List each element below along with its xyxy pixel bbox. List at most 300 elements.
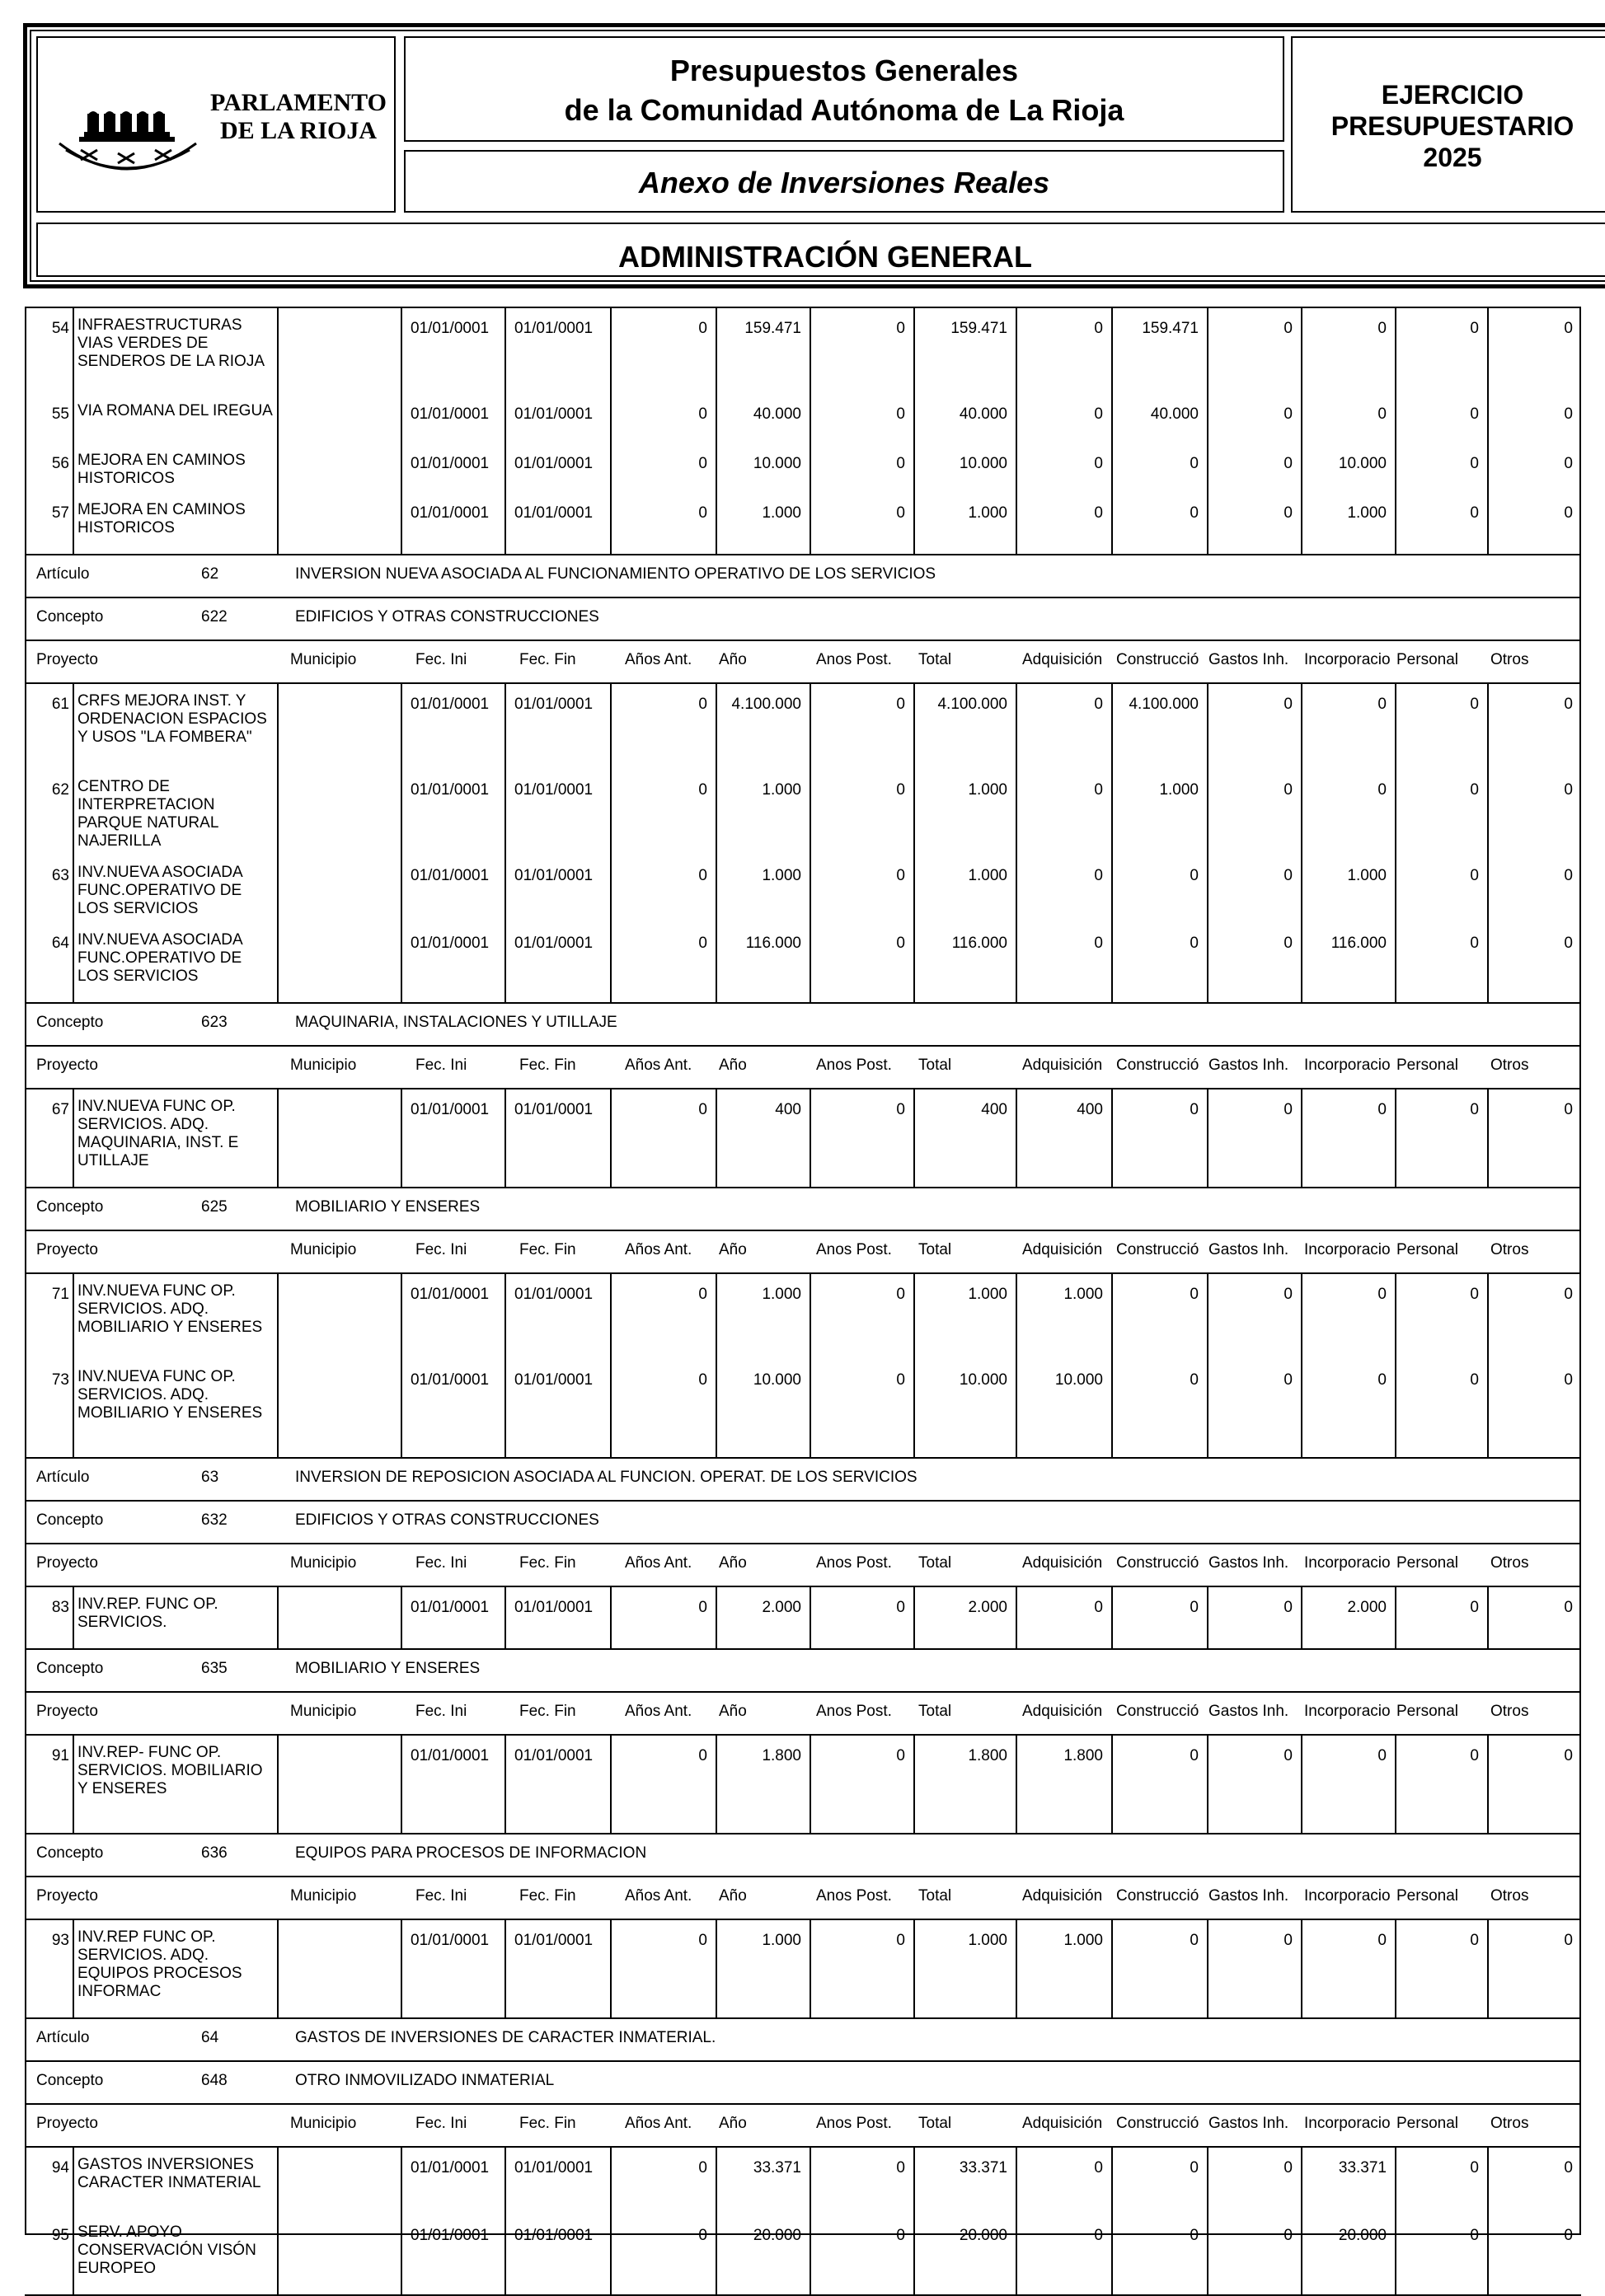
start-date: 01/01/0001	[411, 1286, 490, 1303]
value-cell: 0	[698, 504, 707, 522]
value-cell: 0	[1564, 504, 1573, 522]
column-header-6: Año	[719, 1554, 747, 1572]
column-rule	[1395, 307, 1396, 554]
value-cell: 0	[698, 935, 707, 952]
project-number: 61	[51, 696, 69, 713]
column-header-4: Fec. Fin	[519, 1554, 576, 1572]
column-rule	[504, 682, 506, 1002]
column-rule	[401, 1088, 402, 1187]
value-cell: 40.000	[1150, 405, 1199, 423]
column-rule	[1207, 1586, 1208, 1648]
value-cell: 40.000	[959, 405, 1007, 423]
project-name: CENTRO DE INTERPRETACION PARQUE NATURAL NAJERILLA	[77, 778, 218, 850]
value-cell: 0	[1470, 1599, 1479, 1616]
hierarchy-kind: Concepto	[36, 2072, 104, 2089]
column-header-7: Anos Post.	[816, 1057, 892, 1074]
column-rule	[913, 682, 915, 1002]
column-rule	[1301, 1272, 1302, 1457]
hierarchy-description: EDIFICIOS Y OTRAS CONSTRUCCIONES	[295, 608, 599, 626]
end-date: 01/01/0001	[514, 1599, 594, 1616]
column-rule	[1111, 1586, 1113, 1648]
column-rule	[277, 1919, 279, 2017]
column-rule	[716, 1919, 717, 2017]
value-cell: 0	[1190, 2159, 1199, 2177]
column-rule	[913, 1088, 915, 1187]
value-cell: 0	[1377, 696, 1387, 713]
value-cell: 0	[698, 696, 707, 713]
column-rule	[1016, 1272, 1017, 1457]
project-name: CRFS MEJORA INST. Y ORDENACION ESPACIOS Y USOS "LA FOMBERA"	[77, 692, 267, 746]
value-cell: 0	[1470, 1101, 1479, 1118]
column-rule	[1395, 2146, 1396, 2294]
column-rule	[610, 1088, 612, 1187]
start-date: 01/01/0001	[411, 781, 490, 799]
project-number: 95	[51, 2227, 69, 2244]
column-rule	[73, 2146, 74, 2294]
column-header-1: Proyecto	[36, 2115, 98, 2132]
column-rule	[277, 682, 279, 1002]
project-name: GASTOS INVERSIONES CARACTER INMATERIAL	[77, 2156, 261, 2191]
hierarchy-kind: Concepto	[36, 1844, 104, 1862]
hierarchy-kind: Concepto	[36, 1511, 104, 1529]
value-cell: 0	[1377, 1101, 1387, 1118]
value-cell: 159.471	[744, 320, 801, 337]
column-rule	[504, 2146, 506, 2294]
value-cell: 1.000	[762, 1932, 801, 1949]
value-cell: 0	[1284, 1101, 1293, 1118]
end-date: 01/01/0001	[514, 1932, 594, 1949]
column-rule	[913, 1919, 915, 2017]
value-cell: 0	[1284, 696, 1293, 713]
value-cell: 0	[698, 2227, 707, 2244]
value-cell: 1.000	[1347, 867, 1387, 884]
column-header-2: Municipio	[290, 2115, 357, 2132]
end-date: 01/01/0001	[514, 867, 594, 884]
value-cell: 0	[1470, 1747, 1479, 1764]
project-name: VIA ROMANA DEL IREGUA	[77, 402, 273, 419]
column-header-13: Personal	[1396, 1241, 1458, 1258]
title-line-2: de la Comunidad Autónoma de La Rioja	[564, 93, 1124, 127]
value-cell: 0	[896, 405, 905, 423]
column-header-2: Municipio	[290, 1241, 357, 1258]
value-cell: 0	[1377, 320, 1387, 337]
hierarchy-code: 64	[201, 2029, 219, 2046]
column-rule	[401, 2146, 402, 2294]
column-rule	[610, 1272, 612, 1457]
value-cell: 0	[1190, 1932, 1199, 1949]
start-date: 01/01/0001	[411, 405, 490, 423]
column-header-1: Proyecto	[36, 1703, 98, 1720]
column-header-5: Años Ant.	[625, 651, 692, 668]
value-cell: 0	[1377, 1932, 1387, 1949]
value-cell: 0	[1564, 405, 1573, 423]
value-cell: 1.000	[762, 867, 801, 884]
hierarchy-description: INVERSION DE REPOSICION ASOCIADA AL FUNCION. OPERAT. DE LOS SERVICIOS	[295, 1469, 917, 1486]
table-rule	[25, 554, 1581, 555]
value-cell: 1.800	[968, 1747, 1007, 1764]
value-cell: 0	[698, 320, 707, 337]
column-rule	[1111, 2146, 1113, 2294]
start-date: 01/01/0001	[411, 504, 490, 522]
column-header-1: Proyecto	[36, 1241, 98, 1258]
end-date: 01/01/0001	[514, 2227, 594, 2244]
value-cell: 0	[896, 320, 905, 337]
column-header-7: Anos Post.	[816, 1241, 892, 1258]
document-title	[404, 36, 1284, 142]
value-cell: 0	[1470, 320, 1479, 337]
column-rule	[1301, 1734, 1302, 1833]
value-cell: 0	[1470, 1371, 1479, 1389]
column-header-13: Personal	[1396, 1887, 1458, 1905]
value-cell: 0	[698, 781, 707, 799]
column-header-13: Personal	[1396, 1057, 1458, 1074]
column-header-7: Anos Post.	[816, 2115, 892, 2132]
column-header-2: Municipio	[290, 651, 357, 668]
column-rule	[716, 2146, 717, 2294]
column-header-8: Total	[918, 1887, 952, 1905]
column-header-3: Fec. Ini	[415, 1057, 467, 1074]
value-cell: 0	[698, 1371, 707, 1389]
column-header-5: Años Ant.	[625, 1703, 692, 1720]
value-cell: 0	[1284, 1599, 1293, 1616]
end-date: 01/01/0001	[514, 405, 594, 423]
project-number: 64	[51, 935, 69, 952]
project-number: 91	[51, 1747, 69, 1764]
column-header-8: Total	[918, 1703, 952, 1720]
column-rule	[277, 1586, 279, 1648]
value-cell: 0	[896, 2227, 905, 2244]
end-date: 01/01/0001	[514, 1101, 594, 1118]
column-rule	[1111, 1088, 1113, 1187]
value-cell: 10.000	[1054, 1371, 1103, 1389]
column-header-3: Fec. Ini	[415, 1703, 467, 1720]
project-name: INV.NUEVA ASOCIADA FUNC.OPERATIVO DE LOS SERVICIOS	[77, 931, 242, 985]
column-rule	[401, 1586, 402, 1648]
value-cell: 0	[698, 1286, 707, 1303]
value-cell: 0	[896, 1599, 905, 1616]
column-header-6: Año	[719, 1057, 747, 1074]
table-rule	[25, 1272, 1581, 1274]
column-header-2: Municipio	[290, 1057, 357, 1074]
value-cell: 0	[1564, 867, 1573, 884]
column-header-8: Total	[918, 1554, 952, 1572]
value-cell: 1.800	[762, 1747, 801, 1764]
value-cell: 0	[1470, 2159, 1479, 2177]
hierarchy-description: MAQUINARIA, INSTALACIONES Y UTILLAJE	[295, 1014, 617, 1031]
table-rule	[25, 597, 1581, 598]
value-cell: 0	[1470, 405, 1479, 423]
column-header-12: Incorporacio	[1304, 1554, 1391, 1572]
column-header-12: Incorporacio	[1304, 651, 1391, 668]
column-header-7: Anos Post.	[816, 1554, 892, 1572]
value-cell: 0	[896, 2159, 905, 2177]
column-header-13: Personal	[1396, 1703, 1458, 1720]
column-header-10: Construcció	[1116, 1887, 1199, 1905]
column-rule	[810, 1734, 811, 1833]
column-rule	[1301, 1586, 1302, 1648]
value-cell: 2.000	[968, 1599, 1007, 1616]
end-date: 01/01/0001	[514, 455, 594, 472]
column-rule	[716, 1734, 717, 1833]
column-header-1: Proyecto	[36, 1057, 98, 1074]
end-date: 01/01/0001	[514, 1371, 594, 1389]
column-header-6: Año	[719, 1241, 747, 1258]
column-rule	[1487, 1586, 1489, 1648]
column-rule	[73, 1734, 74, 1833]
value-cell: 0	[1284, 1286, 1293, 1303]
value-cell: 0	[1470, 867, 1479, 884]
project-name: MEJORA EN CAMINOS HISTORICOS	[77, 501, 246, 537]
column-header-11: Gastos Inh.	[1208, 1887, 1289, 1905]
hierarchy-kind: Artículo	[36, 565, 90, 583]
value-cell: 0	[1284, 781, 1293, 799]
column-rule	[810, 682, 811, 1002]
column-header-9: Adquisición	[1022, 651, 1103, 668]
column-rule	[277, 1088, 279, 1187]
column-header-9: Adquisición	[1022, 1241, 1103, 1258]
column-header-10: Construcció	[1116, 1703, 1199, 1720]
project-number: 56	[51, 455, 69, 472]
column-rule	[1111, 682, 1113, 1002]
hierarchy-code: 625	[201, 1198, 228, 1216]
project-number: 83	[51, 1599, 69, 1616]
value-cell: 400	[775, 1101, 801, 1118]
value-cell: 0	[1190, 504, 1199, 522]
column-rule	[1207, 1919, 1208, 2017]
column-header-11: Gastos Inh.	[1208, 1241, 1289, 1258]
column-rule	[1207, 1734, 1208, 1833]
value-cell: 0	[1094, 696, 1103, 713]
column-rule	[1207, 682, 1208, 1002]
column-rule	[610, 1586, 612, 1648]
project-name: MEJORA EN CAMINOS HISTORICOS	[77, 452, 246, 487]
column-rule	[1395, 682, 1396, 1002]
column-rule	[1016, 1734, 1017, 1833]
value-cell: 0	[1094, 1599, 1103, 1616]
column-rule	[401, 1734, 402, 1833]
column-rule	[810, 1088, 811, 1187]
column-rule	[810, 1919, 811, 2017]
table-rule	[25, 1045, 1581, 1047]
column-rule	[1016, 682, 1017, 1002]
hierarchy-kind: Concepto	[36, 608, 104, 626]
column-header-10: Construcció	[1116, 1554, 1199, 1572]
value-cell: 1.000	[968, 504, 1007, 522]
column-rule	[610, 682, 612, 1002]
column-rule	[810, 307, 811, 554]
column-rule	[1487, 307, 1489, 554]
hierarchy-kind: Concepto	[36, 1198, 104, 1216]
column-header-2: Municipio	[290, 1554, 357, 1572]
project-name: INFRAESTRUCTURAS VIAS VERDES DE SENDEROS DE LA RIOJA	[77, 316, 265, 370]
table-rule	[25, 1457, 1581, 1459]
column-header-14: Otros	[1490, 1057, 1529, 1074]
end-date: 01/01/0001	[514, 2159, 594, 2177]
column-rule	[716, 682, 717, 1002]
value-cell: 0	[896, 455, 905, 472]
end-date: 01/01/0001	[514, 320, 594, 337]
value-cell: 0	[698, 1747, 707, 1764]
column-header-12: Incorporacio	[1304, 1703, 1391, 1720]
project-name: INV.NUEVA FUNC OP. SERVICIOS. ADQ. MAQUINARIA, INST. E UTILLAJE	[77, 1098, 239, 1169]
value-cell: 0	[1564, 935, 1573, 952]
value-cell: 0	[1094, 867, 1103, 884]
value-cell: 20.000	[959, 2227, 1007, 2244]
ejercicio-line-2: PRESUPUESTARIO	[1330, 111, 1574, 141]
value-cell: 0	[1094, 2159, 1103, 2177]
hierarchy-code: 622	[201, 608, 228, 626]
value-cell: 0	[1094, 405, 1103, 423]
table-rule	[25, 1002, 1581, 1004]
value-cell: 0	[1190, 1101, 1199, 1118]
column-rule	[610, 307, 612, 554]
table-rule	[25, 682, 1581, 684]
column-header-12: Incorporacio	[1304, 2115, 1391, 2132]
column-rule	[610, 1919, 612, 2017]
start-date: 01/01/0001	[411, 320, 490, 337]
column-header-14: Otros	[1490, 1241, 1529, 1258]
value-cell: 0	[896, 504, 905, 522]
project-number: 71	[51, 1286, 69, 1303]
column-header-13: Personal	[1396, 651, 1458, 668]
column-header-5: Años Ant.	[625, 2115, 692, 2132]
column-header-11: Gastos Inh.	[1208, 1554, 1289, 1572]
column-header-3: Fec. Ini	[415, 1554, 467, 1572]
hierarchy-description: MOBILIARIO Y ENSERES	[295, 1660, 481, 1677]
column-rule	[73, 1088, 74, 1187]
title-line-1: Presupuestos Generales	[669, 54, 1019, 87]
column-header-10: Construcció	[1116, 1241, 1199, 1258]
hierarchy-code: 623	[201, 1014, 228, 1031]
value-cell: 0	[1190, 1371, 1199, 1389]
column-header-1: Proyecto	[36, 1554, 98, 1572]
org-line-2: DE LA RIOJA	[219, 117, 378, 144]
column-rule	[1111, 307, 1113, 554]
column-header-7: Anos Post.	[816, 1887, 892, 1905]
value-cell: 159.471	[950, 320, 1007, 337]
value-cell: 0	[1284, 1932, 1293, 1949]
end-date: 01/01/0001	[514, 935, 594, 952]
column-header-3: Fec. Ini	[415, 2115, 467, 2132]
column-rule	[73, 1586, 74, 1648]
table-rule	[25, 2146, 1581, 2148]
column-rule	[913, 1586, 915, 1648]
value-cell: 1.800	[1063, 1747, 1103, 1764]
value-cell: 0	[1190, 1599, 1199, 1616]
column-rule	[504, 1088, 506, 1187]
value-cell: 0	[1470, 455, 1479, 472]
value-cell: 0	[1284, 2227, 1293, 2244]
project-number: 93	[51, 1932, 69, 1949]
start-date: 01/01/0001	[411, 867, 490, 884]
hierarchy-description: GASTOS DE INVERSIONES DE CARACTER INMATERIAL.	[295, 2029, 716, 2046]
column-rule	[277, 2146, 279, 2294]
column-header-14: Otros	[1490, 651, 1529, 668]
value-cell: 0	[698, 1932, 707, 1949]
value-cell: 0	[698, 455, 707, 472]
project-name: INV.REP- FUNC OP. SERVICIOS. MOBILIARIO Y ENSERES	[77, 1744, 263, 1797]
start-date: 01/01/0001	[411, 2227, 490, 2244]
value-cell: 0	[1284, 504, 1293, 522]
value-cell: 0	[896, 1286, 905, 1303]
hierarchy-description: EDIFICIOS Y OTRAS CONSTRUCCIONES	[295, 1511, 599, 1529]
hierarchy-kind: Artículo	[36, 1469, 90, 1486]
column-rule	[1016, 1586, 1017, 1648]
column-rule	[1395, 1734, 1396, 1833]
column-rule	[1395, 1586, 1396, 1648]
column-header-8: Total	[918, 1057, 952, 1074]
column-rule	[401, 1272, 402, 1457]
column-rule	[1395, 1272, 1396, 1457]
column-rule	[1207, 307, 1208, 554]
end-date: 01/01/0001	[514, 696, 594, 713]
start-date: 01/01/0001	[411, 2159, 490, 2177]
column-rule	[913, 307, 915, 554]
value-cell: 0	[1094, 781, 1103, 799]
column-header-9: Adquisición	[1022, 1887, 1103, 1905]
end-date: 01/01/0001	[514, 504, 594, 522]
column-header-1: Proyecto	[36, 651, 98, 668]
value-cell: 1.000	[1159, 781, 1199, 799]
column-rule	[716, 307, 717, 554]
column-rule	[810, 2146, 811, 2294]
value-cell: 10.000	[959, 455, 1007, 472]
value-cell: 400	[981, 1101, 1007, 1118]
hierarchy-code: 635	[201, 1660, 228, 1677]
value-cell: 1.000	[968, 781, 1007, 799]
value-cell: 0	[896, 1371, 905, 1389]
hierarchy-description: OTRO INMOVILIZADO INMATERIAL	[295, 2072, 555, 2089]
value-cell: 1.000	[762, 504, 801, 522]
column-header-13: Personal	[1396, 1554, 1458, 1572]
value-cell: 0	[1564, 455, 1573, 472]
column-rule	[504, 1734, 506, 1833]
value-cell: 0	[1284, 1747, 1293, 1764]
end-date: 01/01/0001	[514, 1747, 594, 1764]
column-rule	[1301, 1919, 1302, 2017]
hierarchy-code: 648	[201, 2072, 228, 2089]
value-cell: 0	[698, 1101, 707, 1118]
column-rule	[504, 1272, 506, 1457]
column-header-14: Otros	[1490, 1703, 1529, 1720]
value-cell: 20.000	[1338, 2227, 1387, 2244]
value-cell: 0	[1377, 405, 1387, 423]
column-header-12: Incorporacio	[1304, 1057, 1391, 1074]
column-header-3: Fec. Ini	[415, 1887, 467, 1905]
value-cell: 0	[1190, 935, 1199, 952]
column-header-4: Fec. Fin	[519, 651, 576, 668]
column-rule	[1016, 307, 1017, 554]
value-cell: 0	[1564, 2227, 1573, 2244]
column-header-8: Total	[918, 651, 952, 668]
table-rule	[25, 1586, 1581, 1587]
hierarchy-kind: Concepto	[36, 1660, 104, 1677]
column-header-5: Años Ant.	[625, 1057, 692, 1074]
column-rule	[401, 682, 402, 1002]
column-rule	[277, 1272, 279, 1457]
column-header-8: Total	[918, 2115, 952, 2132]
column-rule	[716, 1272, 717, 1457]
table-rule	[25, 1833, 1581, 1834]
column-header-12: Incorporacio	[1304, 1887, 1391, 1905]
hierarchy-code: 63	[201, 1469, 219, 1486]
column-rule	[1395, 1919, 1396, 2017]
project-number: 67	[51, 1101, 69, 1118]
column-header-10: Construcció	[1116, 651, 1199, 668]
column-header-6: Año	[719, 2115, 747, 2132]
value-cell: 0	[1094, 455, 1103, 472]
org-line-1: PARLAMENTO	[210, 89, 387, 116]
